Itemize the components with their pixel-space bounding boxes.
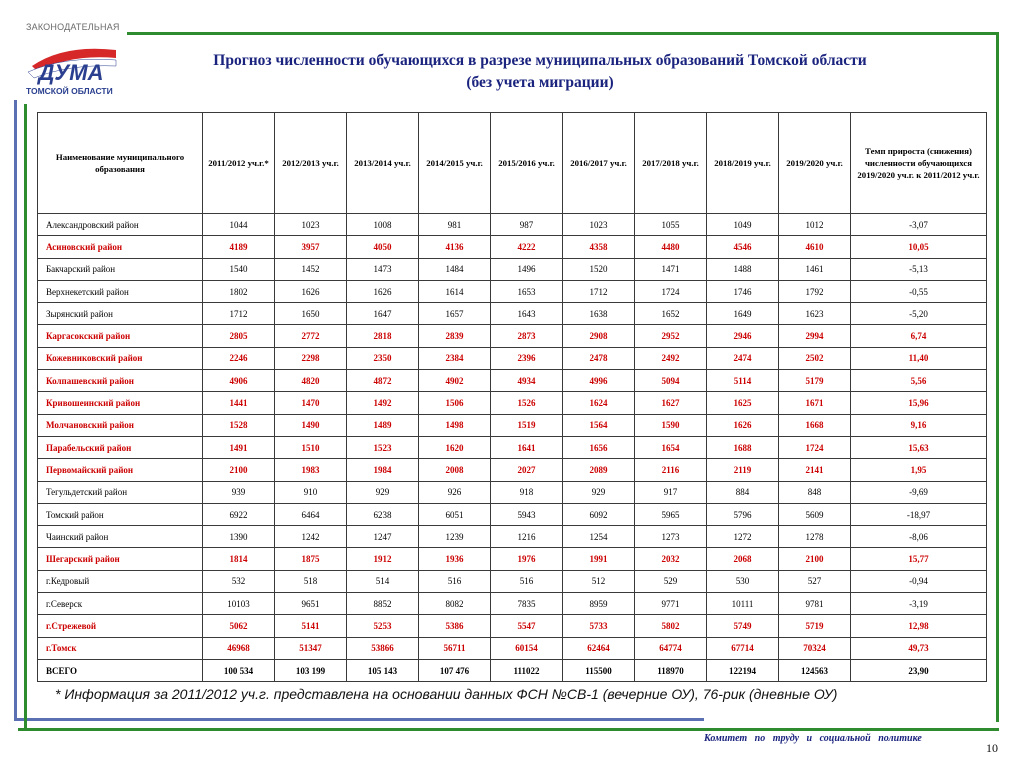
table-cell: 1523 bbox=[347, 436, 419, 458]
table-cell: -8,06 bbox=[851, 526, 987, 548]
municipality-name: Верхнекетский район bbox=[38, 280, 203, 302]
page-number: 10 bbox=[986, 741, 998, 755]
footer-committee: Комитет по труду и социальной политике bbox=[704, 733, 922, 744]
table-cell: 1490 bbox=[275, 414, 347, 436]
table-cell: 107 476 bbox=[419, 659, 491, 681]
table-cell: -3,07 bbox=[851, 214, 987, 236]
municipality-name: Первомайский район bbox=[38, 459, 203, 481]
table-header bbox=[38, 113, 987, 214]
page-title bbox=[140, 50, 940, 94]
table-cell: 1564 bbox=[563, 414, 635, 436]
table-cell: 4872 bbox=[347, 370, 419, 392]
table-cell: 1936 bbox=[419, 548, 491, 570]
table-row bbox=[38, 347, 987, 369]
table-cell: 1044 bbox=[203, 214, 275, 236]
table-cell: 46968 bbox=[203, 637, 275, 659]
forecast-table-wrapper bbox=[37, 112, 986, 682]
column-header: 2012/2013 уч.г. bbox=[275, 113, 347, 214]
table-cell: 2119 bbox=[707, 459, 779, 481]
table-row bbox=[38, 481, 987, 503]
column-header: 2013/2014 уч.г. bbox=[347, 113, 419, 214]
table-cell: 2908 bbox=[563, 325, 635, 347]
table-cell: 1489 bbox=[347, 414, 419, 436]
table-cell: 1638 bbox=[563, 303, 635, 325]
table-cell: 2032 bbox=[635, 548, 707, 570]
table-cell: 15,63 bbox=[851, 436, 987, 458]
table-cell: 4480 bbox=[635, 236, 707, 258]
table-row bbox=[38, 548, 987, 570]
table-cell: 1712 bbox=[563, 280, 635, 302]
table-cell: 1912 bbox=[347, 548, 419, 570]
table-cell: 2116 bbox=[635, 459, 707, 481]
table-row bbox=[38, 280, 987, 302]
duma-logo bbox=[22, 20, 122, 98]
municipality-name: Колпашевский район bbox=[38, 370, 203, 392]
municipality-name: г.Стрежевой bbox=[38, 615, 203, 637]
frame-line-left bbox=[14, 100, 17, 720]
table-row bbox=[38, 303, 987, 325]
table-cell: 115500 bbox=[563, 659, 635, 681]
table-cell: 2027 bbox=[491, 459, 563, 481]
column-header: 2017/2018 уч.г. bbox=[635, 113, 707, 214]
table-cell: 60154 bbox=[491, 637, 563, 659]
municipality-name: Томский район bbox=[38, 503, 203, 525]
table-cell: 5802 bbox=[635, 615, 707, 637]
table-cell: 1471 bbox=[635, 258, 707, 280]
table-cell: 100 534 bbox=[203, 659, 275, 681]
table-cell: 4902 bbox=[419, 370, 491, 392]
table-cell: 8959 bbox=[563, 593, 635, 615]
table-cell: 1746 bbox=[707, 280, 779, 302]
table-cell: 1976 bbox=[491, 548, 563, 570]
table-cell: -3,19 bbox=[851, 593, 987, 615]
table-body bbox=[38, 214, 987, 682]
table-cell: 1641 bbox=[491, 436, 563, 458]
table-cell: 5094 bbox=[635, 370, 707, 392]
table-row bbox=[38, 637, 987, 659]
table-cell: 6092 bbox=[563, 503, 635, 525]
table-cell: 6922 bbox=[203, 503, 275, 525]
table-cell: 2100 bbox=[779, 548, 851, 570]
table-cell: 1278 bbox=[779, 526, 851, 548]
table-cell: 2839 bbox=[419, 325, 491, 347]
table-cell: 15,96 bbox=[851, 392, 987, 414]
table-cell: 1647 bbox=[347, 303, 419, 325]
table-cell: 1488 bbox=[707, 258, 779, 280]
table-cell: 1492 bbox=[347, 392, 419, 414]
duma-logo-mark bbox=[24, 36, 118, 92]
table-cell: 1991 bbox=[563, 548, 635, 570]
table-cell: 518 bbox=[275, 570, 347, 592]
table-cell: 2068 bbox=[707, 548, 779, 570]
municipality-name: Шегарский район bbox=[38, 548, 203, 570]
table-cell: 3957 bbox=[275, 236, 347, 258]
table-cell: 1216 bbox=[491, 526, 563, 548]
table-cell: 848 bbox=[779, 481, 851, 503]
table-cell: 1390 bbox=[203, 526, 275, 548]
table-cell: 516 bbox=[419, 570, 491, 592]
table-cell: 15,77 bbox=[851, 548, 987, 570]
column-header: 2015/2016 уч.г. bbox=[491, 113, 563, 214]
table-cell: 62464 bbox=[563, 637, 635, 659]
table-cell: 2772 bbox=[275, 325, 347, 347]
table-cell: 53866 bbox=[347, 637, 419, 659]
table-cell: 987 bbox=[491, 214, 563, 236]
table-cell: 5,56 bbox=[851, 370, 987, 392]
table-cell: 10103 bbox=[203, 593, 275, 615]
forecast-table bbox=[37, 112, 987, 682]
table-cell: 929 bbox=[563, 481, 635, 503]
table-cell: 4820 bbox=[275, 370, 347, 392]
table-cell: 4358 bbox=[563, 236, 635, 258]
table-cell: 2492 bbox=[635, 347, 707, 369]
table-cell: 529 bbox=[635, 570, 707, 592]
table-cell: 514 bbox=[347, 570, 419, 592]
frame-line-bottom-green bbox=[18, 728, 999, 731]
table-cell: 5609 bbox=[779, 503, 851, 525]
table-cell: 2008 bbox=[419, 459, 491, 481]
table-cell: 516 bbox=[491, 570, 563, 592]
table-cell: 4996 bbox=[563, 370, 635, 392]
table-cell: 527 bbox=[779, 570, 851, 592]
table-cell: 5062 bbox=[203, 615, 275, 637]
table-cell: 8082 bbox=[419, 593, 491, 615]
table-cell: 512 bbox=[563, 570, 635, 592]
table-cell: 926 bbox=[419, 481, 491, 503]
table-row bbox=[38, 258, 987, 280]
table-cell: 1526 bbox=[491, 392, 563, 414]
table-cell: 1650 bbox=[275, 303, 347, 325]
table-cell: 23,90 bbox=[851, 659, 987, 681]
table-cell: 1272 bbox=[707, 526, 779, 548]
table-cell: 939 bbox=[203, 481, 275, 503]
table-cell: 929 bbox=[347, 481, 419, 503]
table-cell: 2350 bbox=[347, 347, 419, 369]
title-line-1: Прогноз численности обучающихся в разрезе муниципальных образований Томской области bbox=[213, 52, 867, 69]
table-cell: 4189 bbox=[203, 236, 275, 258]
table-cell: 1491 bbox=[203, 436, 275, 458]
table-cell: 4136 bbox=[419, 236, 491, 258]
table-row bbox=[38, 370, 987, 392]
table-row bbox=[38, 615, 987, 637]
table-cell: 1510 bbox=[275, 436, 347, 458]
table-cell: 2384 bbox=[419, 347, 491, 369]
table-cell: 12,98 bbox=[851, 615, 987, 637]
table-cell: 1983 bbox=[275, 459, 347, 481]
table-row bbox=[38, 325, 987, 347]
table-cell: 1626 bbox=[275, 280, 347, 302]
table-cell: 6,74 bbox=[851, 325, 987, 347]
municipality-name: Каргасокский район bbox=[38, 325, 203, 347]
table-cell: 1055 bbox=[635, 214, 707, 236]
table-cell: 1626 bbox=[347, 280, 419, 302]
table-cell: 1814 bbox=[203, 548, 275, 570]
municipality-name: Зырянский район bbox=[38, 303, 203, 325]
column-header: 2011/2012 уч.г.* bbox=[203, 113, 275, 214]
table-total-row bbox=[38, 659, 987, 681]
table-row bbox=[38, 570, 987, 592]
table-cell: 2246 bbox=[203, 347, 275, 369]
table-cell: -0,55 bbox=[851, 280, 987, 302]
table-cell: 70324 bbox=[779, 637, 851, 659]
logo-top-text: ЗАКОНОДАТЕЛЬНАЯ bbox=[26, 22, 120, 32]
table-cell: 1652 bbox=[635, 303, 707, 325]
column-header: 2018/2019 уч.г. bbox=[707, 113, 779, 214]
table-cell: -0,94 bbox=[851, 570, 987, 592]
table-cell: 884 bbox=[707, 481, 779, 503]
table-cell: 9651 bbox=[275, 593, 347, 615]
table-cell: 1671 bbox=[779, 392, 851, 414]
table-cell: 122194 bbox=[707, 659, 779, 681]
municipality-name: Кожевниковский район bbox=[38, 347, 203, 369]
municipality-name: г.Томск bbox=[38, 637, 203, 659]
table-cell: 2089 bbox=[563, 459, 635, 481]
table-cell: 11,40 bbox=[851, 347, 987, 369]
table-cell: 5386 bbox=[419, 615, 491, 637]
table-cell: 2141 bbox=[779, 459, 851, 481]
table-cell: 1519 bbox=[491, 414, 563, 436]
table-cell: 1012 bbox=[779, 214, 851, 236]
table-cell: 1792 bbox=[779, 280, 851, 302]
table-cell: 1712 bbox=[203, 303, 275, 325]
table-row bbox=[38, 436, 987, 458]
table-cell: 9,16 bbox=[851, 414, 987, 436]
table-cell: 49,73 bbox=[851, 637, 987, 659]
table-row bbox=[38, 503, 987, 525]
table-cell: 5796 bbox=[707, 503, 779, 525]
municipality-name: Парабельский район bbox=[38, 436, 203, 458]
table-cell: 10111 bbox=[707, 593, 779, 615]
table-cell: 5749 bbox=[707, 615, 779, 637]
table-cell: 2478 bbox=[563, 347, 635, 369]
table-cell: 2946 bbox=[707, 325, 779, 347]
table-cell: 2994 bbox=[779, 325, 851, 347]
table-cell: 6238 bbox=[347, 503, 419, 525]
column-header: 2016/2017 уч.г. bbox=[563, 113, 635, 214]
table-header-row bbox=[38, 113, 987, 214]
table-cell: 1643 bbox=[491, 303, 563, 325]
table-cell: 1484 bbox=[419, 258, 491, 280]
table-cell: 1656 bbox=[563, 436, 635, 458]
table-cell: 530 bbox=[707, 570, 779, 592]
table-cell: 918 bbox=[491, 481, 563, 503]
table-cell: 2474 bbox=[707, 347, 779, 369]
table-cell: 910 bbox=[275, 481, 347, 503]
frame-line-right bbox=[996, 32, 999, 722]
table-cell: 4934 bbox=[491, 370, 563, 392]
table-cell: 6464 bbox=[275, 503, 347, 525]
table-cell: -18,97 bbox=[851, 503, 987, 525]
table-cell: 5253 bbox=[347, 615, 419, 637]
table-cell: 1875 bbox=[275, 548, 347, 570]
municipality-name: ВСЕГО bbox=[38, 659, 203, 681]
table-cell: 1473 bbox=[347, 258, 419, 280]
table-cell: 2502 bbox=[779, 347, 851, 369]
table-cell: 111022 bbox=[491, 659, 563, 681]
table-cell: 1049 bbox=[707, 214, 779, 236]
table-cell: 1653 bbox=[491, 280, 563, 302]
logo-bottom-text: ТОМСКОЙ ОБЛАСТИ bbox=[26, 86, 113, 96]
table-cell: 1724 bbox=[779, 436, 851, 458]
table-cell: -5,20 bbox=[851, 303, 987, 325]
table-cell: 4906 bbox=[203, 370, 275, 392]
table-cell: 2396 bbox=[491, 347, 563, 369]
table-cell: 5733 bbox=[563, 615, 635, 637]
table-cell: -9,69 bbox=[851, 481, 987, 503]
table-cell: 1,95 bbox=[851, 459, 987, 481]
table-cell: 5179 bbox=[779, 370, 851, 392]
table-cell: 1023 bbox=[275, 214, 347, 236]
frame-line-left-green bbox=[24, 104, 27, 731]
table-cell: 1461 bbox=[779, 258, 851, 280]
table-cell: 1506 bbox=[419, 392, 491, 414]
table-cell: 1590 bbox=[635, 414, 707, 436]
table-cell: 56711 bbox=[419, 637, 491, 659]
table-cell: 917 bbox=[635, 481, 707, 503]
table-cell: 64774 bbox=[635, 637, 707, 659]
table-cell: 1023 bbox=[563, 214, 635, 236]
table-cell: 2952 bbox=[635, 325, 707, 347]
table-cell: 1452 bbox=[275, 258, 347, 280]
table-cell: 7835 bbox=[491, 593, 563, 615]
table-cell: 124563 bbox=[779, 659, 851, 681]
table-row bbox=[38, 392, 987, 414]
table-cell: 5719 bbox=[779, 615, 851, 637]
table-row bbox=[38, 214, 987, 236]
table-cell: 10,05 bbox=[851, 236, 987, 258]
table-cell: 1626 bbox=[707, 414, 779, 436]
table-cell: 1649 bbox=[707, 303, 779, 325]
table-cell: 1441 bbox=[203, 392, 275, 414]
municipality-name: Александровский район bbox=[38, 214, 203, 236]
column-header: 2019/2020 уч.г. bbox=[779, 113, 851, 214]
table-cell: 5114 bbox=[707, 370, 779, 392]
table-cell: 2873 bbox=[491, 325, 563, 347]
table-cell: 1528 bbox=[203, 414, 275, 436]
table-cell: 5943 bbox=[491, 503, 563, 525]
municipality-name: Тегульдетский район bbox=[38, 481, 203, 503]
table-cell: 2805 bbox=[203, 325, 275, 347]
table-cell: 51347 bbox=[275, 637, 347, 659]
table-cell: 1239 bbox=[419, 526, 491, 548]
table-cell: 532 bbox=[203, 570, 275, 592]
table-cell: 1657 bbox=[419, 303, 491, 325]
table-cell: 1625 bbox=[707, 392, 779, 414]
table-cell: 1498 bbox=[419, 414, 491, 436]
table-cell: 1540 bbox=[203, 258, 275, 280]
municipality-name: Чаинский район bbox=[38, 526, 203, 548]
table-cell: 6051 bbox=[419, 503, 491, 525]
table-row bbox=[38, 236, 987, 258]
table-cell: 5547 bbox=[491, 615, 563, 637]
table-cell: 2298 bbox=[275, 347, 347, 369]
municipality-name: Асиновский район bbox=[38, 236, 203, 258]
table-cell: 1984 bbox=[347, 459, 419, 481]
table-cell: 1654 bbox=[635, 436, 707, 458]
table-cell: 9771 bbox=[635, 593, 707, 615]
table-cell: 8852 bbox=[347, 593, 419, 615]
table-cell: 103 199 bbox=[275, 659, 347, 681]
table-cell: 1247 bbox=[347, 526, 419, 548]
municipality-name: г.Кедровый bbox=[38, 570, 203, 592]
table-cell: 1008 bbox=[347, 214, 419, 236]
table-cell: 118970 bbox=[635, 659, 707, 681]
table-cell: 9781 bbox=[779, 593, 851, 615]
municipality-name: г.Северск bbox=[38, 593, 203, 615]
table-cell: 1802 bbox=[203, 280, 275, 302]
table-cell: 2818 bbox=[347, 325, 419, 347]
column-header-name: Наименование муниципального образования bbox=[38, 113, 203, 214]
table-cell: 1614 bbox=[419, 280, 491, 302]
table-row bbox=[38, 526, 987, 548]
municipality-name: Кривошеинский район bbox=[38, 392, 203, 414]
table-cell: 1273 bbox=[635, 526, 707, 548]
table-row bbox=[38, 459, 987, 481]
table-row bbox=[38, 593, 987, 615]
table-cell: -5,13 bbox=[851, 258, 987, 280]
table-cell: 1627 bbox=[635, 392, 707, 414]
table-cell: 4610 bbox=[779, 236, 851, 258]
table-cell: 1620 bbox=[419, 436, 491, 458]
table-cell: 1520 bbox=[563, 258, 635, 280]
column-header: Темп прироста (снижения) численности обучающихся 2019/2020 уч.г. к 2011/2012 уч.г. bbox=[851, 113, 987, 214]
table-cell: 67714 bbox=[707, 637, 779, 659]
municipality-name: Бакчарский район bbox=[38, 258, 203, 280]
table-cell: 981 bbox=[419, 214, 491, 236]
logo-mark-text: ДУМА bbox=[38, 60, 104, 85]
footnote: * Информация за 2011/2012 уч.г. представлена на основании данных ФСН №СВ-1 (вечерние ОУ), 76-рик (дневные ОУ) bbox=[55, 686, 838, 702]
table-cell: 1624 bbox=[563, 392, 635, 414]
table-cell: 1470 bbox=[275, 392, 347, 414]
table-cell: 1496 bbox=[491, 258, 563, 280]
frame-line-bottom bbox=[14, 718, 704, 721]
table-cell: 4546 bbox=[707, 236, 779, 258]
table-cell: 2100 bbox=[203, 459, 275, 481]
municipality-name: Молчановский район bbox=[38, 414, 203, 436]
table-cell: 5965 bbox=[635, 503, 707, 525]
table-cell: 1623 bbox=[779, 303, 851, 325]
table-cell: 4222 bbox=[491, 236, 563, 258]
table-cell: 1688 bbox=[707, 436, 779, 458]
table-cell: 105 143 bbox=[347, 659, 419, 681]
table-cell: 1242 bbox=[275, 526, 347, 548]
frame-line-top bbox=[127, 32, 999, 35]
title-line-2: (без учета миграции) bbox=[466, 74, 614, 91]
table-cell: 1724 bbox=[635, 280, 707, 302]
table-cell: 4050 bbox=[347, 236, 419, 258]
column-header: 2014/2015 уч.г. bbox=[419, 113, 491, 214]
table-cell: 1668 bbox=[779, 414, 851, 436]
table-cell: 1254 bbox=[563, 526, 635, 548]
table-row bbox=[38, 414, 987, 436]
table-cell: 5141 bbox=[275, 615, 347, 637]
